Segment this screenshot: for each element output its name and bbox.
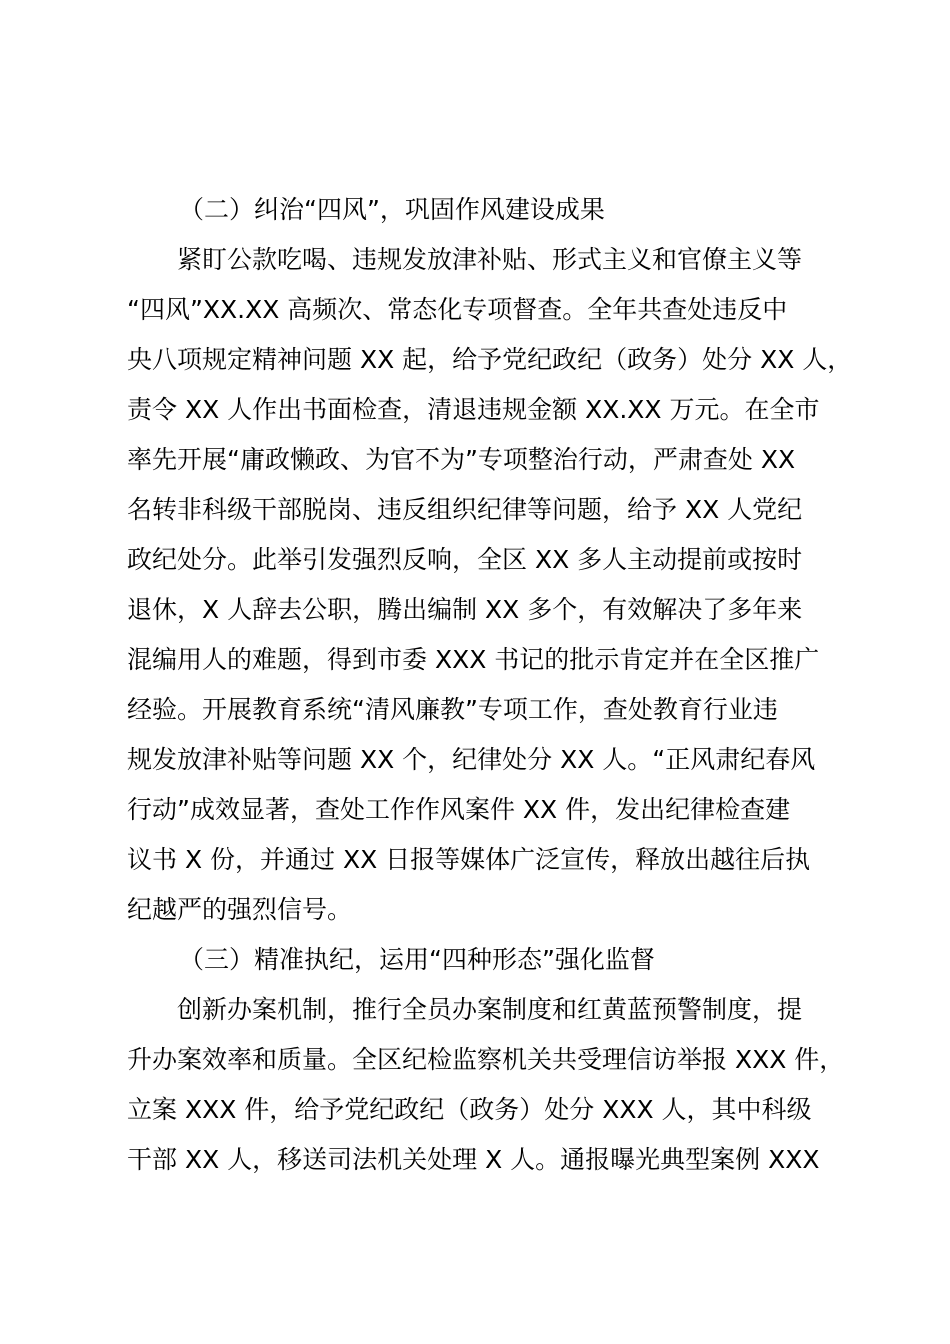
paragraph-line: 行动”成效显著，查处工作作风案件 XX 件，发出纪律检查建 (127, 795, 791, 824)
paragraph-line: 政纪处分。此举引发强烈反响，全区 XX 多人主动提前或按时 (127, 545, 803, 574)
document-body (127, 185, 853, 1185)
section-heading: （三）精准执纪，运用“四种形态”强化监督 (179, 945, 655, 974)
paragraph-line: 混编用人的难题，得到市委 XXX 书记的批示肯定并在全区推广 (127, 645, 820, 674)
paragraph-line: 创新办案机制，推行全员办案制度和红黄蓝预警制度，提 (177, 995, 803, 1024)
paragraph-line: 议书 X 份，并通过 XX 日报等媒体广泛宣传，释放出越往后执 (127, 845, 811, 874)
paragraph-line: 纪越严的强烈信号。 (127, 895, 353, 924)
paragraph-line: “四风”XX.XX 高频次、常态化专项督查。全年共查处违反中 (127, 295, 788, 324)
paragraph-line: 责令 XX 人作出书面检查，清退违规金额 XX.XX 万元。在全市 (127, 395, 820, 424)
paragraph-line: 干部 XX 人，移送司法机关处理 X 人。通报曝光典型案例 XXX (127, 1145, 820, 1174)
paragraph-line: 规发放津补贴等问题 XX 个，纪律处分 XX 人。“正风肃纪春风 (127, 745, 816, 774)
paragraph-line: 名转非科级干部脱岗、违反组织纪律等问题，给予 XX 人党纪 (127, 495, 803, 524)
paragraph-line: 经验。开展教育系统“清风廉教”专项工作，查处教育行业违 (127, 695, 778, 724)
paragraph-line: 立案 XXX 件，给予党纪政纪（政务）处分 XXX 人，其中科级 (127, 1095, 812, 1124)
paragraph-line: 升办案效率和质量。全区纪检监察机关共受理信访举报 XXX 件， (127, 1045, 845, 1074)
paragraph-line: 率先开展“庸政懒政、为官不为”专项整治行动，严肃查处 XX (127, 445, 796, 474)
paragraph-line: 紧盯公款吃喝、违规发放津补贴、形式主义和官僚主义等 (177, 245, 803, 274)
section-heading: （二）纠治“四风”，巩固作风建设成果 (179, 195, 605, 224)
paragraph-line: 退休，X 人辞去公职，腾出编制 XX 多个，有效解决了多年来 (127, 595, 803, 624)
paragraph-line: 央八项规定精神问题 XX 起，给予党纪政纪（政务）处分 XX 人， (127, 345, 853, 374)
